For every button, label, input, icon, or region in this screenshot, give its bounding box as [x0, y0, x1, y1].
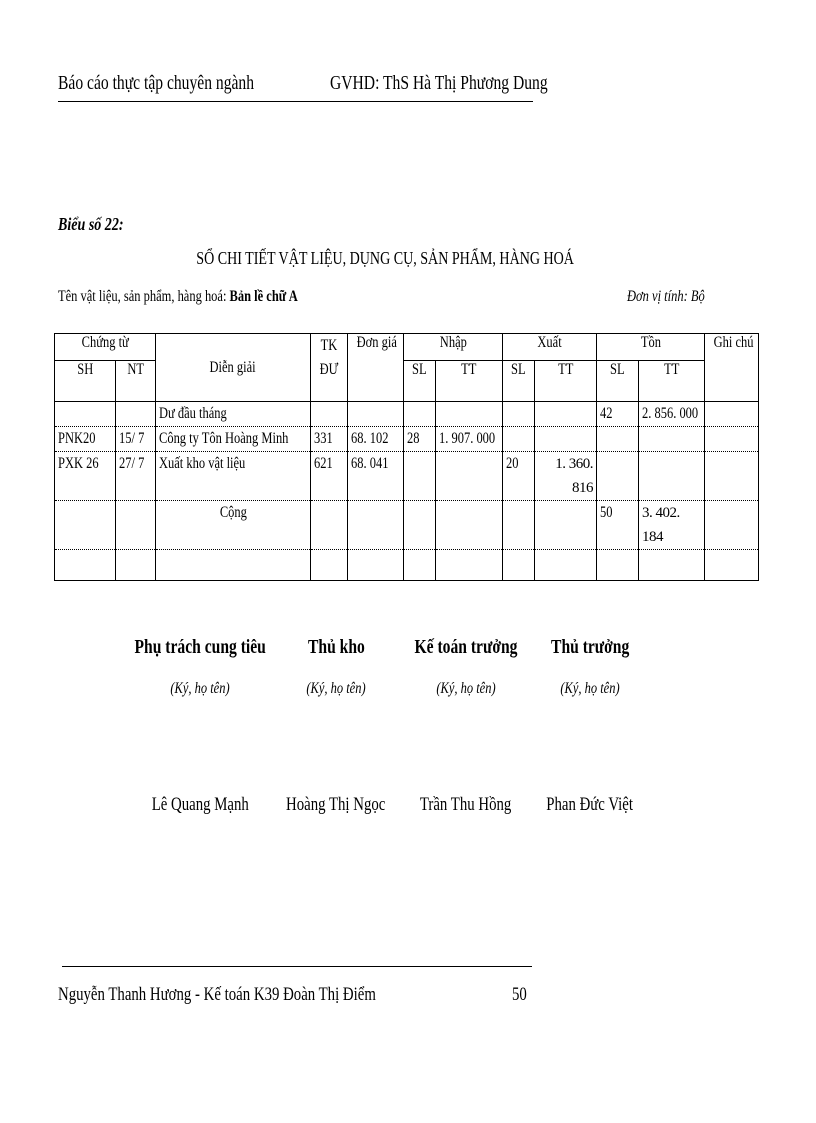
header-issue-tt: TT	[535, 361, 597, 402]
cell-receipt-sl: 28	[404, 427, 436, 452]
item-label: Tên vật liệu, sản phẩm, hàng hoá:	[58, 288, 227, 305]
header-issue: Xuất	[503, 334, 597, 361]
cell-issue-tt	[535, 402, 597, 427]
cell-receipt-tt	[436, 452, 503, 501]
cell-balance-sl	[597, 427, 639, 452]
cell-issue-sl	[503, 427, 535, 452]
header-divider	[58, 101, 533, 102]
signature-title-director: Thủ trưởng	[550, 636, 630, 658]
signer-name: Lê Quang Mạnh	[151, 794, 249, 815]
unit-of-measure: Đơn vị tính: Bộ	[627, 288, 705, 305]
ledger-title: SỔ CHI TIẾT VẬT LIỆU, DỤNG CỤ, SẢN PHẨM, HÀNG HOÁ	[196, 248, 574, 268]
cell-unit-price	[348, 402, 404, 427]
header-note: Ghi chú	[705, 334, 759, 402]
cell-balance-tt	[639, 452, 705, 501]
total-balance-sl: 50	[597, 501, 639, 550]
item-line	[58, 288, 365, 306]
header-receipt-tt: TT	[436, 361, 503, 402]
signature-note: (Ký, họ tên)	[306, 680, 366, 697]
header-balance: Tồn	[597, 334, 705, 361]
signer-name: Hoàng Thị Ngọc	[286, 794, 386, 815]
header-sh: SH	[55, 361, 116, 402]
cell-balance-tt	[639, 427, 705, 452]
cell-balance-sl: 42	[597, 402, 639, 427]
signature-note: (Ký, họ tên)	[560, 680, 620, 697]
signature-note: (Ký, họ tên)	[436, 680, 496, 697]
header-issue-sl: SL	[503, 361, 535, 402]
cell-receipt-tt	[436, 402, 503, 427]
table-row	[55, 402, 759, 427]
table-row	[55, 452, 759, 501]
total-label: Cộng	[156, 501, 311, 550]
total-row	[55, 501, 759, 550]
cell-nt: 15/ 7	[116, 427, 156, 452]
cell-nt	[116, 402, 156, 427]
cell-unit-price: 68. 041	[348, 452, 404, 501]
cell-receipt-sl	[404, 402, 436, 427]
header-nt: NT	[116, 361, 156, 402]
header-description: Diễn giải	[156, 334, 311, 402]
signature-title-storekeeper: Thủ kho	[307, 636, 365, 658]
cell-description: Dư đầu tháng	[156, 402, 311, 427]
report-title: Báo cáo thực tập chuyên ngành	[58, 72, 255, 94]
header-unit-price: Đơn giá	[348, 334, 404, 402]
signature-title-chief-accountant: Kế toán trưởng	[414, 636, 518, 658]
cell-note	[705, 427, 759, 452]
header-receipt: Nhập	[404, 334, 503, 361]
cell-issue-tt: 1. 360. 816	[535, 452, 597, 501]
header-voucher: Chứng từ	[55, 334, 156, 361]
cell-note	[705, 402, 759, 427]
total-balance-tt: 3. 402. 184	[639, 501, 705, 550]
empty-row	[55, 550, 759, 581]
cell-issue-tt	[535, 427, 597, 452]
cell-balance-tt: 2. 856. 000	[639, 402, 705, 427]
cell-description: Xuất kho vật liệu	[156, 452, 311, 501]
table-row	[55, 427, 759, 452]
footer-author: Nguyễn Thanh Hương - Kế toán K39 Đoàn Thị Điểm	[58, 984, 376, 1005]
footer-divider	[62, 966, 532, 967]
cell-account: 331	[311, 427, 348, 452]
signature-title-supply: Phụ trách cung tiêu	[134, 636, 266, 658]
cell-note	[705, 452, 759, 501]
header-balance-sl: SL	[597, 361, 639, 402]
item-name: Bản lề chữ A	[229, 288, 298, 305]
cell-account: 621	[311, 452, 348, 501]
signature-note: (Ký, họ tên)	[170, 680, 230, 697]
cell-unit-price: 68. 102	[348, 427, 404, 452]
header-account: TK ĐƯ	[311, 334, 348, 402]
cell-issue-sl: 20	[503, 452, 535, 501]
cell-sh: PXK 26	[55, 452, 116, 501]
ledger-table	[54, 333, 759, 581]
exhibit-label: Biểu số 22:	[58, 214, 124, 234]
cell-sh: PNK20	[55, 427, 116, 452]
cell-receipt-sl	[404, 452, 436, 501]
cell-sh	[55, 402, 116, 427]
cell-account	[311, 402, 348, 427]
signer-name: Phan Đức Việt	[546, 794, 634, 815]
supervisor-name: GVHD: ThS Hà Thị Phương Dung	[330, 72, 548, 94]
header-balance-tt: TT	[639, 361, 705, 402]
page-number: 50	[512, 984, 527, 1005]
cell-issue-sl	[503, 402, 535, 427]
header-receipt-sl: SL	[404, 361, 436, 402]
cell-nt: 27/ 7	[116, 452, 156, 501]
cell-receipt-tt: 1. 907. 000	[436, 427, 503, 452]
cell-description: Công ty Tôn Hoàng Minh	[156, 427, 311, 452]
signer-name: Trần Thu Hồng	[420, 794, 512, 815]
cell-balance-sl	[597, 452, 639, 501]
